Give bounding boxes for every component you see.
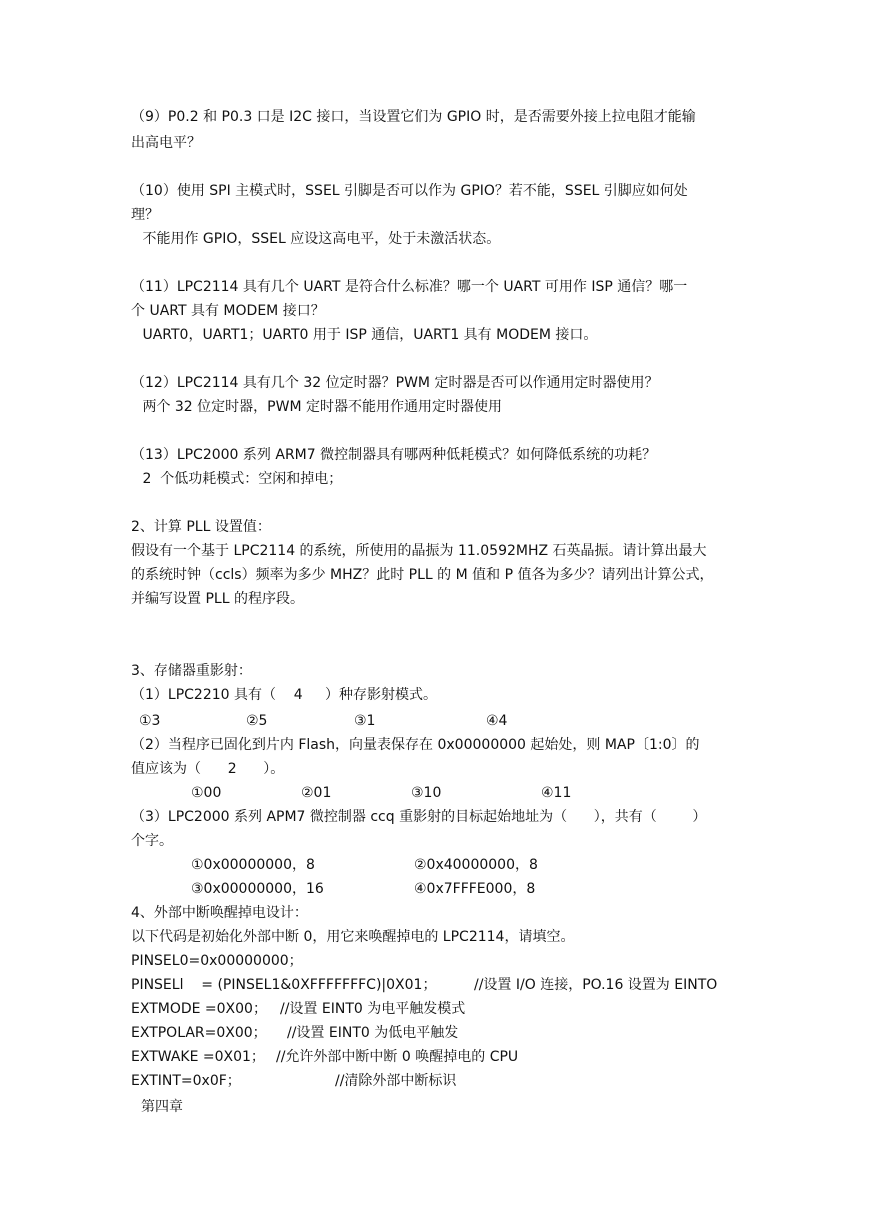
section-2-line-3: 并编写设置 PLL 的程序段。 [131, 591, 304, 607]
s3-q3-option: ①0x00000000，8 [191, 857, 315, 873]
s3-q3-line-1: （3）LPC2000 系列 APM7 微控制器 ccq 重影射的目标起始地址为（ ），共有（ ） [131, 809, 707, 825]
section-2-line-1: 假设有一个基于 LPC2114 的系统，所使用的晶振为 11.0592MHZ 石英晶振。请计算出最大 [131, 543, 707, 559]
q12-answer: 两个 32 位定时器，PWM 定时器不能用作通用定时器使用 [138, 399, 502, 415]
code-line: PINSELl = (PINSEL1&0XFFFFFFFC)|0X01； [131, 977, 437, 993]
s3-q1-option: ④4 [486, 713, 508, 729]
q9-line-2: 出高电平？ [131, 135, 201, 151]
code-line: EXTPOLAR=0X00； [131, 1025, 267, 1041]
section-4-intro: 以下代码是初始化外部中断 0，用它来唤醒掉电的 LPC2114，请填空。 [131, 929, 575, 945]
s3-q1-option: ①3 [139, 713, 161, 729]
s3-q1-option: ③1 [354, 713, 376, 729]
code-line: EXTWAKE =0X01； [131, 1049, 265, 1065]
code-comment: //设置 EINT0 为电平触发模式 [280, 1001, 466, 1017]
q10-line-2: 理？ [131, 207, 159, 223]
s3-q3-option: ②0x40000000，8 [414, 857, 538, 873]
section-3-title: 3、存储器重影射： [131, 663, 252, 679]
code-line: PINSEL0=0x00000000； [131, 953, 303, 969]
s3-q2-line-1: （2）当程序已固化到片内 Flash，向量表保存在 0x00000000 起始处，则 MAP〔1:0〕的 [131, 737, 700, 753]
q11-line-2: 个 UART 具有 MODEM 接口？ [131, 303, 325, 319]
s3-q2-option: ③10 [411, 785, 442, 801]
q9-line-1: （9）P0.2 和 P0.3 口是 I2C 接口，当设置它们为 GPIO 时，是否需要外接上拉电阻才能输 [131, 109, 696, 125]
q11-answer: UART0，UART1；UART0 用于 ISP 通信，UART1 具有 MODEM 接口。 [138, 327, 598, 343]
s3-q3-option: ③0x00000000，16 [191, 881, 324, 897]
s3-q1-option: ②5 [246, 713, 268, 729]
code-line: EXTINT=0x0F； [131, 1073, 241, 1089]
section-2-title: 2、计算 PLL 设置值： [131, 519, 271, 535]
q10-answer: 不能用作 GPIO，SSEL 应设这高电平，处于未激活状态。 [138, 231, 501, 247]
chapter-heading: 第四章 [141, 1099, 183, 1115]
s3-q1: （1）LPC2210 具有（ 4 ）种存影射模式。 [131, 687, 437, 703]
section-2-line-2: 的系统时钟（ccls）频率为多少 MHZ？此时 PLL 的 M 值和 P 值各为多少？请列出计算公式， [131, 567, 714, 583]
s3-q3-line-2: 个字。 [131, 833, 173, 849]
code-comment: //允许外部中断中断 0 唤醒掉电的 CPU [276, 1049, 519, 1065]
section-4-title: 4、外部中断唤醒掉电设计： [131, 905, 308, 921]
code-comment: //清除外部中断标识 [335, 1073, 457, 1089]
q13-line-1: （13）LPC2000 系列 ARM7 微控制器具有哪两种低耗模式？如何降低系统的功耗？ [131, 447, 657, 463]
code-comment: //设置 EINT0 为低电平触发 [287, 1025, 459, 1041]
s3-q2-option: ④11 [541, 785, 572, 801]
code-comment: //设置 I/O 连接，PO.16 设置为 EINTO [474, 977, 718, 993]
q13-answer: 2 个低功耗模式：空闲和掉电； [138, 471, 343, 487]
code-line: EXTMODE =0X00； [131, 1001, 267, 1017]
s3-q2-option: ①00 [191, 785, 222, 801]
s3-q2-option: ②01 [301, 785, 332, 801]
q11-line-1: （11）LPC2114 具有几个 UART 是符合什么标准？哪一个 UART 可用作 ISP 通信？哪一 [131, 279, 688, 295]
q12-line-1: （12）LPC2114 具有几个 32 位定时器？PWM 定时器是否可以作通用定时器使用？ [131, 375, 659, 391]
q10-line-1: （10）使用 SPI 主模式时，SSEL 引脚是否可以作为 GPIO？若不能，SSEL 引脚应如何处 [131, 183, 688, 199]
s3-q3-option: ④0x7FFFE000，8 [414, 881, 536, 897]
s3-q2-line-2: 值应该为（ 2 ）。 [131, 761, 285, 777]
